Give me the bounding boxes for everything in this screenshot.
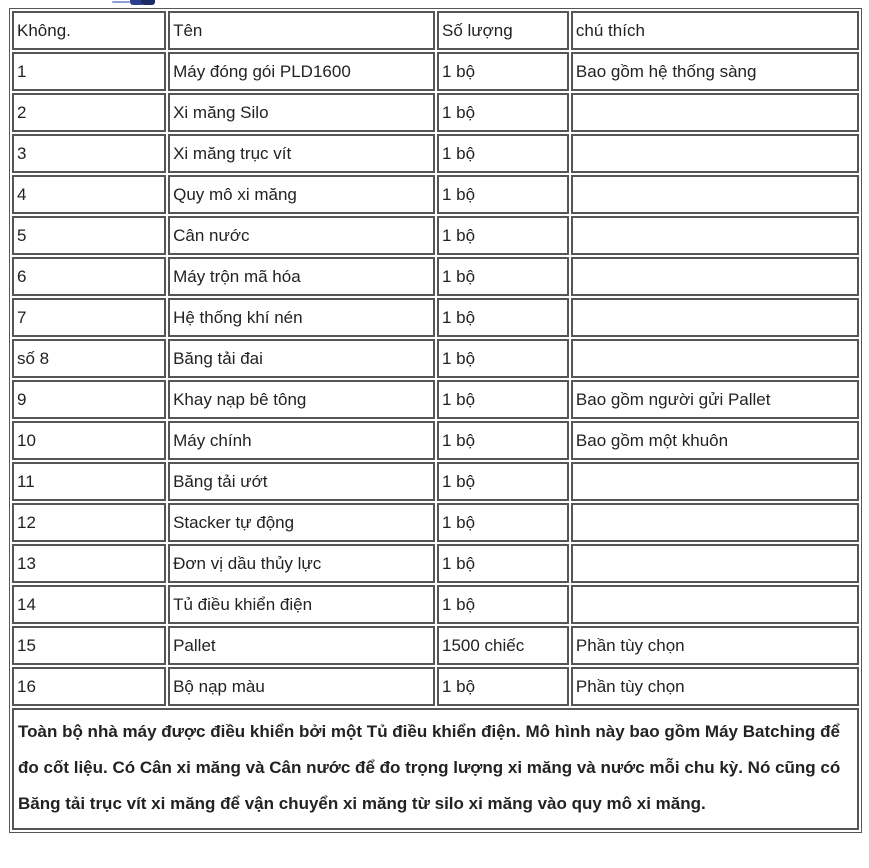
cell-note <box>571 585 859 624</box>
cell-quantity: 1500 chiếc <box>437 626 569 665</box>
table-row <box>12 257 859 296</box>
cell-quantity: 1 bộ <box>437 585 569 624</box>
cell-no: 6 <box>12 257 166 296</box>
table-row <box>12 298 859 337</box>
cell-no: 9 <box>12 380 166 419</box>
table-row <box>12 52 859 91</box>
cell-note <box>571 544 859 583</box>
table-row <box>12 339 859 378</box>
table-note-row <box>12 708 859 830</box>
cell-note <box>571 503 859 542</box>
table-row <box>12 667 859 706</box>
equipment-table <box>9 8 862 833</box>
table-row <box>12 380 859 419</box>
cell-name: Máy chính <box>168 421 435 460</box>
table-row <box>12 626 859 665</box>
cell-quantity: 1 bộ <box>437 257 569 296</box>
cell-name: Quy mô xi măng <box>168 175 435 214</box>
cell-quantity: 1 bộ <box>437 380 569 419</box>
cell-note <box>571 93 859 132</box>
cell-quantity: 1 bộ <box>437 339 569 378</box>
cell-no: số 8 <box>12 339 166 378</box>
cell-quantity: 1 bộ <box>437 52 569 91</box>
cell-note <box>571 257 859 296</box>
cell-quantity: 1 bộ <box>437 216 569 255</box>
cell-name: Đơn vị dầu thủy lực <box>168 544 435 583</box>
cell-note: Phần tùy chọn <box>571 667 859 706</box>
cell-no: 14 <box>12 585 166 624</box>
cell-name: Xi măng trục vít <box>168 134 435 173</box>
cell-name: Hệ thống khí nén <box>168 298 435 337</box>
cell-no: 5 <box>12 216 166 255</box>
cell-name: Cân nước <box>168 216 435 255</box>
cell-quantity: 1 bộ <box>437 93 569 132</box>
cell-note <box>571 298 859 337</box>
cell-no: 11 <box>12 462 166 501</box>
table-row <box>12 544 859 583</box>
cell-no: 10 <box>12 421 166 460</box>
cell-name: Khay nạp bê tông <box>168 380 435 419</box>
cell-no: 1 <box>12 52 166 91</box>
cell-quantity: 1 bộ <box>437 421 569 460</box>
cell-name: Xi măng Silo <box>168 93 435 132</box>
table-row <box>12 462 859 501</box>
cell-note: Bao gồm hệ thống sàng <box>571 52 859 91</box>
cell-quantity: 1 bộ <box>437 462 569 501</box>
header-cell-name: Tên <box>168 11 435 50</box>
cell-quantity: 1 bộ <box>437 298 569 337</box>
cell-name: Stacker tự động <box>168 503 435 542</box>
cell-note <box>571 175 859 214</box>
cell-note <box>571 462 859 501</box>
cell-name: Tủ điều khiển điện <box>168 585 435 624</box>
cell-no: 4 <box>12 175 166 214</box>
header-cell-note: chú thích <box>571 11 859 50</box>
header-cell-quantity: Số lượng <box>437 11 569 50</box>
cell-note <box>571 339 859 378</box>
cell-quantity: 1 bộ <box>437 175 569 214</box>
cell-note <box>571 216 859 255</box>
cell-no: 15 <box>12 626 166 665</box>
description-note: Toàn bộ nhà máy được điều khiển bởi một Tủ điều khiển điện. Mô hình này bao gồm Máy Batching để đo cốt liệu. Có Cân xi măng và Cân nước để đo trọng lượng xi măng và nước mỗi chu kỳ. Nó cũng có Băng tải trục vít xi măng để vận chuyển xi măng từ silo xi măng vào quy mô xi măng. <box>12 708 859 830</box>
table-body <box>12 11 859 830</box>
cell-name: Máy trộn mã hóa <box>168 257 435 296</box>
cell-quantity: 1 bộ <box>437 134 569 173</box>
table-row <box>12 421 859 460</box>
table-row <box>12 216 859 255</box>
table-row <box>12 134 859 173</box>
cell-note: Bao gồm một khuôn <box>571 421 859 460</box>
table-row <box>12 93 859 132</box>
cell-no: 16 <box>12 667 166 706</box>
cell-quantity: 1 bộ <box>437 667 569 706</box>
cell-no: 13 <box>12 544 166 583</box>
cell-name: Pallet <box>168 626 435 665</box>
cell-name: Băng tải ướt <box>168 462 435 501</box>
cell-note: Phần tùy chọn <box>571 626 859 665</box>
cell-no: 7 <box>12 298 166 337</box>
cell-quantity: 1 bộ <box>437 544 569 583</box>
cell-no: 2 <box>12 93 166 132</box>
header-image-fragment <box>108 0 158 7</box>
cell-name: Máy đóng gói PLD1600 <box>168 52 435 91</box>
cell-no: 3 <box>12 134 166 173</box>
table-row <box>12 175 859 214</box>
table-row <box>12 585 859 624</box>
cell-name: Băng tải đai <box>168 339 435 378</box>
cell-name: Bộ nạp màu <box>168 667 435 706</box>
table-row <box>12 503 859 542</box>
cell-note <box>571 134 859 173</box>
cell-note: Bao gồm người gửi Pallet <box>571 380 859 419</box>
cell-quantity: 1 bộ <box>437 503 569 542</box>
table-header-row <box>12 11 859 50</box>
header-cell-no: Không. <box>12 11 166 50</box>
cell-no: 12 <box>12 503 166 542</box>
